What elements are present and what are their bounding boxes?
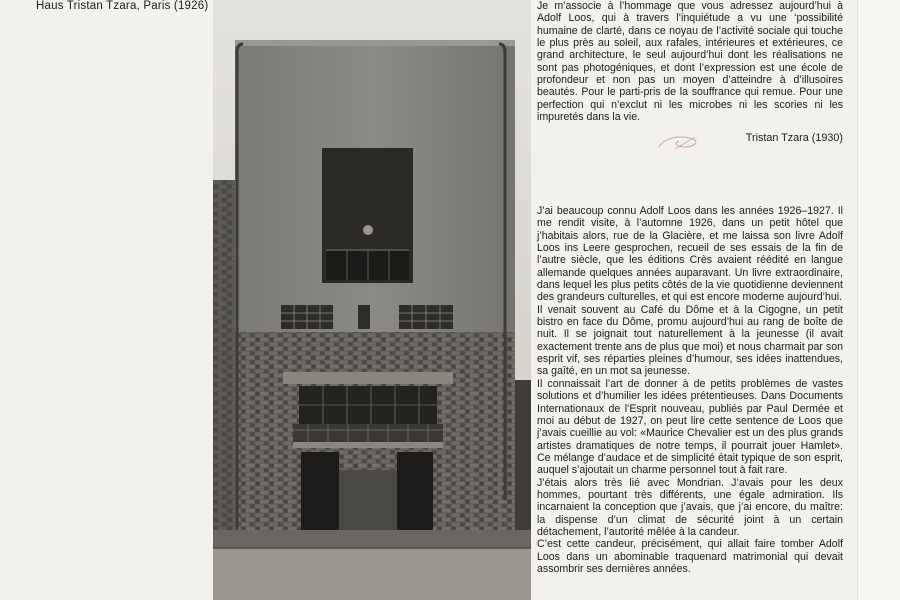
memoir-paragraph: Il connaissait l’art de donner à de petits problèmes de vastes solutions et d’humilier les idées prétentieuses. Dans Documents Internationaux de l’Esprit nouveau, publiés par Paul Dermée et moi au début de 1927, on peut lire cette sentence de Loos que j’avais cueillie au vol: «Maurice Chevalier est un des plus grands artistes dramatiques de notre temps, il pourrait jouer Hamlet». Ce mélange d’audace et de simplicité était typique de son esprit, auquel s’ajoutait un charme personnel tout à fait rare. (537, 377, 843, 477)
memoir-paragraph: J’étais alors très lié avec Mondrian. J’avais pour les deux hommes, pourtant très différents, une égale admiration. Ils incarnaient la conception que j’avais, que j’ai encore, du maître: la dispense d’un climat de sécurité joint à un certain détachement, l’autorité mêlée à la candeur. (537, 476, 843, 538)
memoir-text (537, 205, 843, 575)
photo-caption: Haus Tristan Tzara, Paris (1926) (36, 0, 209, 12)
memoir-paragraph: C’est cette candeur, précisément, qui allait faire tomber Adolf Loos dans un abominable traquenard matrimonial qui devait assombrir ses dernières années. (537, 538, 843, 575)
memoir-paragraph: J’ai beaucoup connu Adolf Loos dans les années 1926–1927. Il me rendit visite, à l’automne 1926, dans un petit hôtel que j’habitais alors, rue de la Glacière, et me laissa son livre Adolf Loos ins Leere gesprochen, recueil de ses essais de la fin de l’autre siècle, que les éditions Crès avaient réédité en langue allemande quelques années auparavant. Un livre extraordinaire, dans lequel les plus petits côtés de la vie quotidienne deviennent des grandeurs culturelles, et qui est encore moderne aujourd’hui. (537, 205, 843, 304)
tzara-quote (537, 0, 843, 123)
memoir-paragraph: Il venait souvent au Café du Dôme et à la Cigogne, un petit bistro en face du Dôme, promu aujourd’hui au rang de boîte de nuit. Il se joignait tout naturellement à la jeunesse (il avait exactement trente ans de plus que moi) et nous charmait par son esprit vif, ses réparties pleines d’humour, ses idées inattendues, sa gaîté, en un mot sa jeunesse. (537, 303, 843, 378)
page-edge (857, 0, 900, 600)
quote-attribution: Tristan Tzara (1930) (745, 132, 843, 144)
quote-text: Je m’associe à l’hommage que vous adressez aujourd’hui à Adolf Loos, qui à travers l’inquiétude a vu une ‘possibilité humaine de clarté, dans ce noyau de l’activité sociale qui touche le plus près au soleil, aux rafales, intérieures et extérieures, ce grand architecture, le seul aujourd’hui dont les réalisations ne sont pas photogéniques, et dont l’expression est une école de profondeur et non pas un moyen d’atteindre à d’illusoires beautés. Pour le parti-pris de la souffrance qui remue. Pour une perfection qui n’exclut ni les microbes ni les scories ni les impuretés dans la vie. (537, 0, 843, 124)
building-photograph (213, 0, 531, 600)
